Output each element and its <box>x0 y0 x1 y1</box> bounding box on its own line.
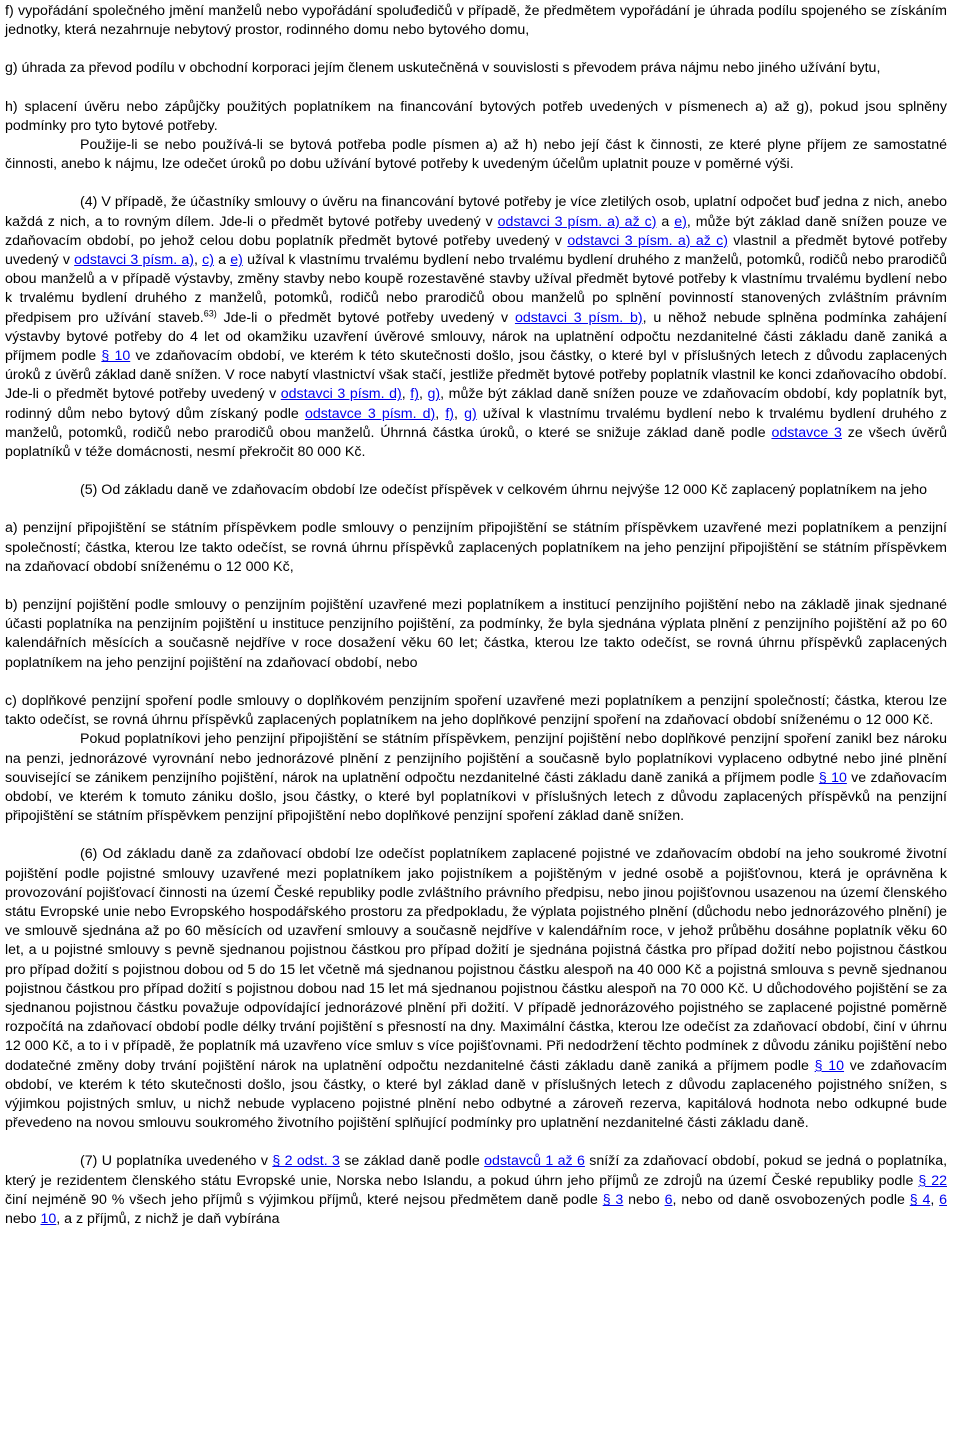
link-e[interactable]: e) <box>674 213 687 230</box>
paragraph-f: f) vypořádání společného jmění manželů nebo vypořádání spoluđedičů v případě, že předmětem vypořádání je úhrada podílu spojeného se získáním jednotky, která nezahrnuje nebytový prostor, rodinného domu nebo bytového domu, <box>5 3 947 39</box>
link-g-2[interactable]: g) <box>464 405 477 422</box>
link-6[interactable]: 6 <box>664 1191 673 1208</box>
link-par-3[interactable]: § 3 <box>602 1191 624 1208</box>
link-odstavcu-1-az-6[interactable]: odstavců 1 až 6 <box>484 1153 585 1170</box>
link-odstavce-3[interactable]: odstavce 3 <box>771 424 842 441</box>
paragraph-5b: b) penzijní pojištění podle smlouvy o penzijním pojištění uzavřené mezi poplatníkem a institucí penzijního pojištění nebo na základě jinak sjednané účasti poplatníka na penzijním pojištění u instituce penzijního pojištění, za podmínky, že byla sjednána výplata plnění z penzijního pojištění až po 60 kalendářních měsících a současně nejdříve v roce dosažení věku 60 let; částka, kterou lze takto odečíst, se rovná úhrnu příspěvků zaplacených poplatníkem na jeho penzijní pojištění na zdaňovací období, nebo <box>5 597 947 671</box>
link-6-2[interactable]: 6 <box>939 1191 948 1208</box>
link-e-2[interactable]: e) <box>230 252 243 269</box>
paragraph-7: (7) U poplatníka uvedeného v § 2 odst. 3 se základ daně podle odstavců 1 až 6 sníží za zdaňovací období, pokud se jedná o poplatníka, který je rezidentem členského státu Evropské unie, Norska nebo Islandu, a pokud úhrn jeho příjmů ze zdrojů na území České republiky podle § 22 činí nejméně 90 % všech jeho příjmů s výjimkou příjmů, které nejsou předmětem daně podle § 3 nebo 6, nebo od daně osvobozených podle § 4, 6 nebo 10, a z příjmů, z nichž je daň vybírána <box>5 1153 948 1227</box>
link-odstavci-3-pism-a-az-c[interactable]: odstavci 3 písm. a) až c) <box>497 213 657 230</box>
link-par-10-3[interactable]: § 10 <box>814 1057 845 1074</box>
link-odstavci-3-pism-b[interactable]: odstavci 3 písm. b) <box>514 309 643 326</box>
footnote-ref: 63) <box>203 307 217 318</box>
paragraph-h-continuation: Použije-li se nebo používá-li se bytová potřeba podle písmen a) až h) nebo její část k činnosti, ze které plyne příjem ze samostatné činnosti, anebo k nájmu, lze odečet úroků po dobu užívání bytové potřeby k uvedeným účelům uplatnit pouze v poměrné výši. <box>5 137 947 173</box>
paragraph-5c: c) doplňkové penzijní spoření podle smlouvy o doplňkovém penzijním spoření uzavřené mezi poplatníkem a penzijní společností; částka, kterou lze takto odečíst, se rovná úhrnu příspěvků zaplacených poplatníkem na jeho doplňkové penzijní spoření na zdaňovací období sníženému o 12 000 Kč. <box>5 692 947 729</box>
link-odstavci-3-pism-a-az-c-2[interactable]: odstavci 3 písm. a) až c) <box>567 232 728 249</box>
link-10[interactable]: 10 <box>40 1210 57 1227</box>
paragraph-6: (6) Od základu daně za zdaňovací období lze odečíst poplatníkem zaplacené pojistné ve zdaňovacím období na jeho soukromé životní pojištění podle pojistné smlouvy uzavřené mezi poplatníkem jako pojistníkem a pojištěným v jedné osobě a pojišťovnou, která je oprávněna k provozování pojišťovací činnosti na území České republiky podle zvláštního právního předpisu, nebo jinou pojišťovnou usazenou na území členského státu Evropské unie nebo Evropského hospodářského prostoru za předpokladu, že výplata pojistného plnění (důchodu nebo jednorázového plnění) je ve smlouvě sjednána až po 60 měsících od uzavření smlouvy a současně nejdříve v kalendářním roce, v jehož průběhu dosáhne poplatník věku 60 let, a u pojistné smlouvy s pevně sjednanou pojistnou částkou pro případ dožití je sjednána pojistná částka pro případ dožití nebo pojistnou částkou pro případ dožití s pojistnou dobou od 5 do 15 let včetně má sjednanou pojistnou částku alespoň na 40 000 Kč a pojistná smlouva s pevně sjednanou pojistnou částkou pro případ dožití s pojistnou dobou nad 15 let má sjednanou pojistnou částku alespoň na 70 000 Kč. U důchodového pojištění se za sjednanou pojistnou částku považuje odpovídající jednorázové plnění při dožití. V případě jednorázového pojistného se zaplacené pojistné poměrně rozpočítá na zdaňovací období podle délky trvání pojištění s přesností na dny. Maximální částka, kterou lze odečíst za zdaňovací období, činí v úhrnu 12 000 Kč, a to i v případě, že poplatník má uzavřeno více smluv s více pojišťovnami. Při nedodržení těchto podmínek z důvodu zániku pojištění nebo dodatečné změny doby trvání pojištění nárok na uplatnění odpočtu nezdanitelné části základu daně zaniká a příjmem podle § 10 ve zdaňovacím období, ve kterém k této skutečnosti došlo, jsou částky, o které byl základ daně v příslušných letech z důvodu zaplaceného pojistného snížen, s výjimkou pojistných smluv, u nichž nebude vyplaceno pojistné plnění nebo odbytné a zároveň rezerva, kapitálová hodnota nebo odkupné bude převedeno na novou smlouvu soukromého životního pojištění splňující podmínky pro uplatnění nezdanitelné části základu daně. <box>5 846 947 1132</box>
link-par-10[interactable]: § 10 <box>101 348 131 365</box>
link-odstavci-3-pism-d[interactable]: odstavci 3 písm. d) <box>280 386 402 403</box>
paragraph-5-continuation: Pokud poplatníkovi jeho penzijní připojištění se státním příspěvkem, penzijní pojištění nebo doplňkové penzijní spoření zanikl bez nároku na penzi, jednorázové vyrovnání nebo jednorázové plnění z penzijního pojištění a současně bylo poplatníkovi vyplaceno odbytné nebo jiné plnění související se zánikem penzijního pojištění, nárok na uplatnění odpočtu nezdanitelné části základu daně zaniká a příjmem podle § 10 ve zdaňovacím období, ve kterém k tomuto zániku došlo, jsou částky, o které byl poplatníkovi v příslušných letech z důvodu zaplacených příspěvků na penzijní připojištění se státním příspěvkem penzijní připojištění nebo doplňkové penzijní spoření základ daně snížen. <box>5 731 947 825</box>
link-odstavce-3-pism-d[interactable]: odstavce 3 písm. d) <box>304 405 436 422</box>
link-par-2-odst-3[interactable]: § 2 odst. 3 <box>272 1153 340 1170</box>
link-par-22[interactable]: § 22 <box>918 1172 947 1189</box>
paragraph-5: (5) Od základu daně ve zdaňovacím období lze odečíst příspěvek v celkovém úhrnu nejvýše 12 000 Kč zaplacený poplatníkem na jeho <box>80 482 928 499</box>
paragraph-h: h) splacení úvěru nebo zápůjčky použitých poplatníkem na financování bytových potřeb uvedených v písmenech a) až g), pokud jsou splněny podmínky pro tyto bytové potřeby. <box>5 98 947 134</box>
link-f[interactable]: f) <box>410 386 419 403</box>
link-par-10-2[interactable]: § 10 <box>818 769 847 786</box>
paragraph-g: g) úhrada za převod podílu v obchodní korporaci jejím členem uskutečněná v souvislosti s převodem práva nájmu nebo jiného užívání bytu, <box>5 60 881 77</box>
paragraph-5a: a) penzijní připojištění se státním příspěvkem podle smlouvy o penzijním připojištění se státním příspěvkem uzavřené mezi poplatníkem a penzijní společností; částka, kterou lze takto odečíst, se rovná úhrnu příspěvků zaplacených poplatníkem na jeho penzijní připojištění se státním příspěvkem na zdaňovací období sníženému o 12 000 Kč, <box>5 520 947 575</box>
link-c[interactable]: c) <box>202 252 214 269</box>
paragraph-4: (4) V případě, že účastníky smlouvy o úvěru na financování bytové potřeby je více zletilých osob, uplatní odpočet buď jedna z nich, anebo každá z nich, a to rovným dílem. Jde-li o předmět bytové potřeby uvedený v odstavci 3 písm. a) až c) a e), může být základ daně snížen pouze ve zdaňovacím období, po jehož celou dobu poplatník předmět bytové potřeby uvedený v odstavci 3 písm. a) až c) vlastnil a předmět bytové potřeby uvedený v odstavci 3 písm. a), c) a e) užíval k vlastnímu trvalému bydlení nebo trvalému bydlení druhého z manželů, potomků, rodičů nebo prarodičů obou manželů a v případě výstavby, změny stavby nebo koupě rozestavěné stavby užíval předmět bytové potřeby k vlastnímu trvalému bydlení nebo k trvalému bydlení druhého z manželů, potomků, rodičů nebo prarodičů obou manželů po splnění povinností stanovených zvláštním právním předpisem pro užívání staveb.$^{63)}$ Jde-li o předmět bytové potřeby uvedený v odstavci 3 písm. b), u něhož nebude splněna podmínka zahájení výstavby bytové potřeby do 4 let od okamžiku uzavření úvěrové smlouvy, nárok na uplatnění odpočtu nezdanitelné části základu daně zaniká a příjmem podle § 10 ve zdaňovacím období, ve kterém k této skutečnosti došlo, jsou částky, o které byl v příslušných letech z důvodu zaplacených úroků z úvěrů základ daně snížen. V roce nabytí vlastnictví však stačí, jestliže předmět bytové potřeby poplatník vlastnil ke konci zdaňovacího období. Jde-li o předmět bytové potřeby uvedený v odstavci 3 písm. d), f), g), může být základ daně snížen pouze ve zdaňovacím období, kdy poplatník byt, rodinný dům nebo bytový dům získaný podle odstavce 3 písm. d), f), g) užíval k vlastnímu trvalému bydlení nebo k trvalému bydlení druhého z manželů, potomků, rodičů nebo prarodičů obou manželů. Úhrnná částka úroků, o které se snižuje základ daně podle odstavce 3 ze všech úvěrů poplatníků v téže domácnosti, nesmí překročit 80 000 Kč. <box>5 194 947 461</box>
link-odstavci-3-pism-a[interactable]: odstavci 3 písm. a) <box>74 252 194 269</box>
link-f-2[interactable]: f) <box>445 405 455 422</box>
link-g[interactable]: g) <box>427 386 441 403</box>
link-par-4[interactable]: § 4 <box>909 1191 931 1208</box>
